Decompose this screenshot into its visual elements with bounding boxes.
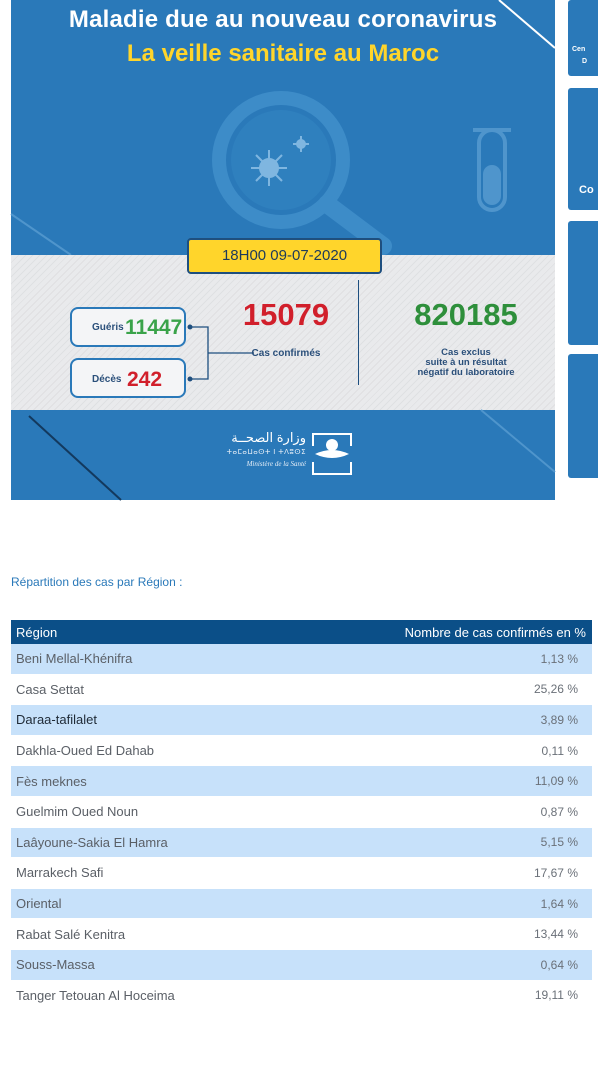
banner-footer [11, 410, 555, 500]
region-name-cell: Casa Settat [16, 681, 84, 697]
deces-label: Décès [92, 374, 122, 385]
ministry-name-tifinagh: ⵜⴰⵎⴰⵡⴰⵙⵜ ⵏ ⵜⴷⵓⵙⵉ [226, 449, 306, 456]
table-row [11, 705, 592, 736]
ministry-logo-block [216, 430, 356, 480]
column-header-region: Région [16, 624, 58, 640]
table-row [11, 644, 592, 675]
region-name-cell: Rabat Salé Kenitra [16, 926, 126, 942]
column-header-percent: Nombre de cas confirmés en % [404, 624, 586, 640]
table-row [11, 889, 592, 920]
region-percent-cell: 19,11 % [534, 988, 578, 1003]
deces-value: 242 [127, 368, 163, 391]
region-percent-cell: 3,89 % [540, 712, 578, 727]
covid-infographic-banner [11, 0, 555, 500]
banner-title-line2: La veille sanitaire au Maroc [126, 40, 440, 67]
region-percent-cell: 17,67 % [533, 865, 578, 880]
side-card-1-text-2: D [582, 58, 588, 65]
ministry-emblem-icon [311, 432, 353, 476]
side-card-2-text: Co [579, 184, 594, 196]
ministry-name-french: Ministère de la Santé [246, 460, 306, 468]
region-percent-cell: 5,15 % [540, 835, 578, 850]
region-name-cell: Tanger Tetouan Al Hoceima [16, 987, 175, 1003]
excluded-label-line1: Cas exclus [441, 347, 491, 358]
stats-panel [11, 255, 555, 410]
stats-divider [358, 280, 359, 385]
banner-title-line1: Maladie due au nouveau coronavirus [68, 6, 498, 33]
excluded-label-line2: suite à un résultat [425, 357, 507, 368]
region-name-cell: Marrakech Safi [16, 865, 104, 881]
region-percent-cell: 0,87 % [540, 804, 578, 819]
table-row [11, 736, 592, 767]
ministry-name-arabic: وزارة الصحــة [231, 430, 306, 445]
region-percent-cell: 0,11 % [541, 743, 578, 758]
region-name-cell: Souss-Massa [16, 957, 95, 973]
report-date-badge: 18H00 09-07-2020 [187, 238, 382, 274]
side-card-1[interactable] [568, 0, 598, 76]
table-row [11, 858, 592, 889]
table-row [11, 675, 592, 706]
side-card-1-text: Cen [572, 46, 586, 53]
region-percent-cell: 11,09 % [534, 774, 578, 789]
magnifier-virus-illustration [11, 70, 555, 250]
table-body [11, 644, 592, 1011]
table-row [11, 950, 592, 981]
region-name-cell: Oriental [16, 896, 62, 912]
region-percent-cell: 0,64 % [540, 957, 578, 972]
excluded-label-line3: négatif du laboratoire [417, 367, 515, 378]
gueris-label: Guéris [92, 322, 124, 333]
side-card-3[interactable] [568, 221, 598, 345]
table-row [11, 797, 592, 828]
region-percent-cell: 25,26 % [533, 682, 578, 697]
region-percent-cell: 13,44 % [533, 927, 578, 942]
region-name-cell: Dakhla-Oued Ed Dahab [16, 743, 155, 759]
region-cases-table [11, 620, 592, 1011]
confirmed-cases-value: 15079 [242, 297, 330, 332]
region-name-cell: Beni Mellal-Khénifra [16, 651, 133, 667]
confirmed-cases-label: Cas confirmés [251, 348, 321, 359]
region-name-cell: Daraa-tafilalet [16, 712, 97, 728]
region-section-heading: Répartition des cas par Région : [11, 575, 183, 589]
side-card-2[interactable] [568, 88, 598, 210]
excluded-cases-label [371, 348, 561, 378]
table-row [11, 981, 592, 1012]
table-row [11, 919, 592, 950]
region-name-cell: Fès meknes [16, 773, 87, 789]
region-percent-cell: 1,13 % [540, 651, 578, 666]
table-header [11, 620, 592, 644]
gueris-value: 11447 [125, 316, 183, 339]
table-row [11, 828, 592, 859]
region-name-cell: Guelmim Oued Noun [16, 804, 139, 820]
region-name-cell: Laâyoune-Sakia El Hamra [16, 834, 168, 850]
table-row [11, 766, 592, 797]
region-percent-cell: 1,64 % [540, 896, 578, 911]
side-card-4[interactable] [568, 354, 598, 478]
excluded-cases-value: 820185 [414, 297, 518, 332]
gueris-pill [70, 307, 186, 347]
deces-pill [70, 358, 186, 398]
